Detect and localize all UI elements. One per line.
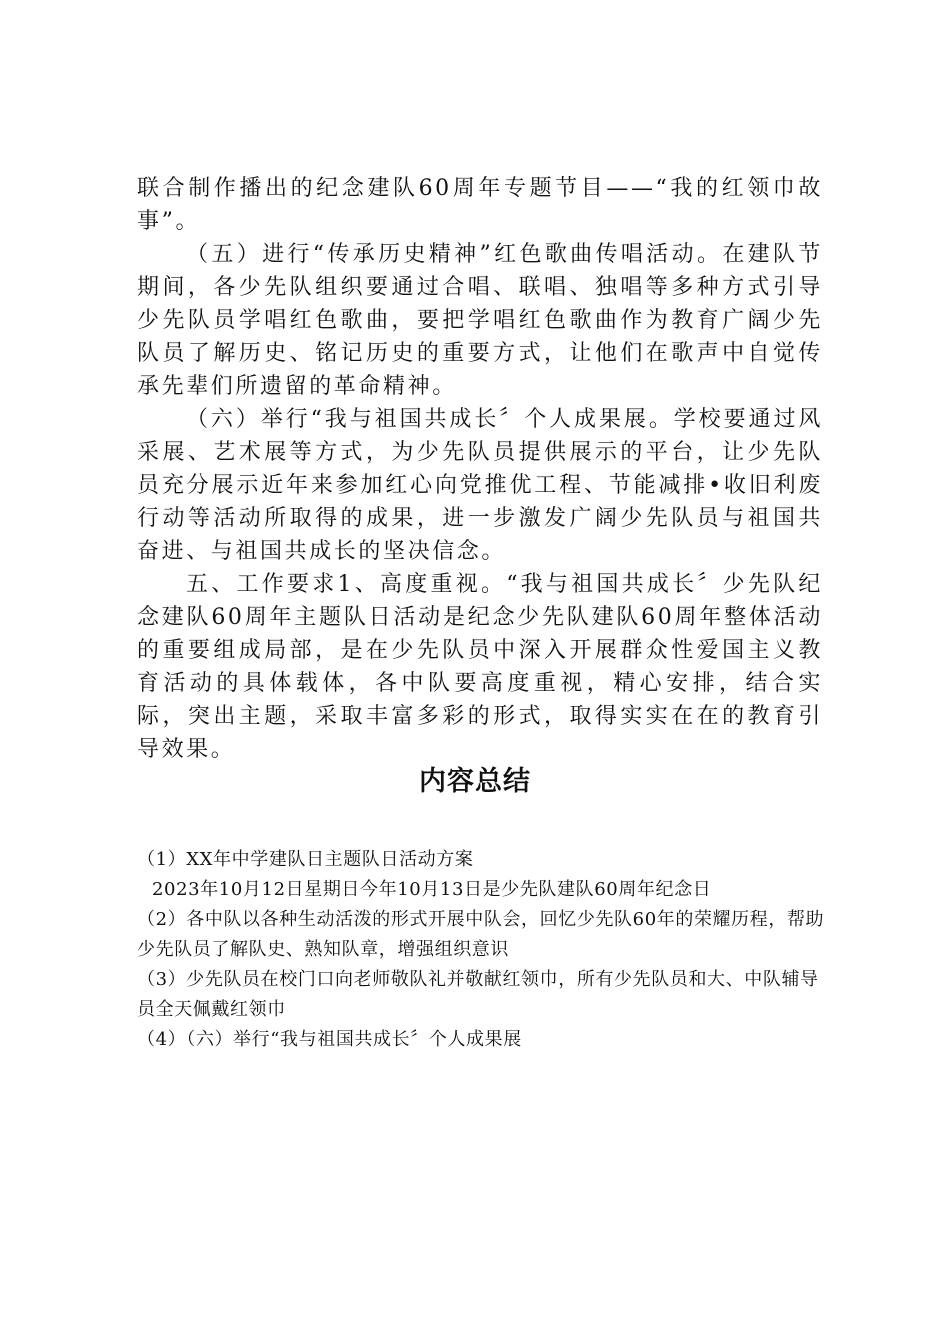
- summary-title: 内容总结: [419, 766, 531, 797]
- summary-item: （4）（六）举行“我与祖国共成长〞个人成果展: [137, 1029, 522, 1050]
- paragraph-work-requirements: 五、工作要求1、高度重视。“我与祖国共成长〞少先队纪念建队60周年主题队日活动是纪念少先队建队60周年整体活动的重要组成局部，是在少先队员中深入开展群众性爱国主义教育活动的具体载体，各中队要高度重视，精心安排，结合实际，突出主题，采取丰富多彩的形式，取得实实在在的教育引导效果。: [137, 572, 823, 762]
- paragraph-song-activity: （五）进行“传承历史精神”红色歌曲传唱活动。在建队节期间，各少先队组织要通过合唱、联唱、独唱等多种方式引导少先队员学唱红色歌曲，要把学唱红色歌曲作为教育广阔少先队员了解历史、铭记历史的重要方式，让他们在歌声中自觉传承先辈们所遗留的革命精神。: [137, 242, 823, 399]
- paragraph-achievement-exhibition: （六）举行“我与祖国共成长〞个人成果展。学校要通过风采展、艺术展等方式，为少先队员提供展示的平台，让少先队员充分展示近年来参加红心向党推优工程、节能减排•收旧利废行动等活动所取得的成果，进一步激发广阔少先队员与祖国共奋进、与祖国共成长的坚决信念。: [137, 407, 823, 564]
- summary-item: （2）各中队以各种生动活泼的形式开展中队会，回忆少先队60年的荣耀历程，帮助少先队员了解队史、熟知队章，增强组织意识: [137, 909, 825, 960]
- summary-item: 2023年10月12日星期日今年10月13日是少先队建队60周年纪念日: [152, 879, 712, 900]
- summary-list: [137, 845, 827, 1055]
- summary-item: （1）XX年中学建队日主题队日活动方案: [137, 849, 474, 870]
- paragraph-continuation: 联合制作播出的纪念建队60周年专题节目——“我的红领巾故事”。: [137, 176, 823, 234]
- body-text: [137, 172, 823, 766]
- summary-item: （3）少先队员在校门口向老师敬队礼并敬献红领巾，所有少先队员和大、中队辅导员全天佩戴红领巾: [137, 969, 819, 1020]
